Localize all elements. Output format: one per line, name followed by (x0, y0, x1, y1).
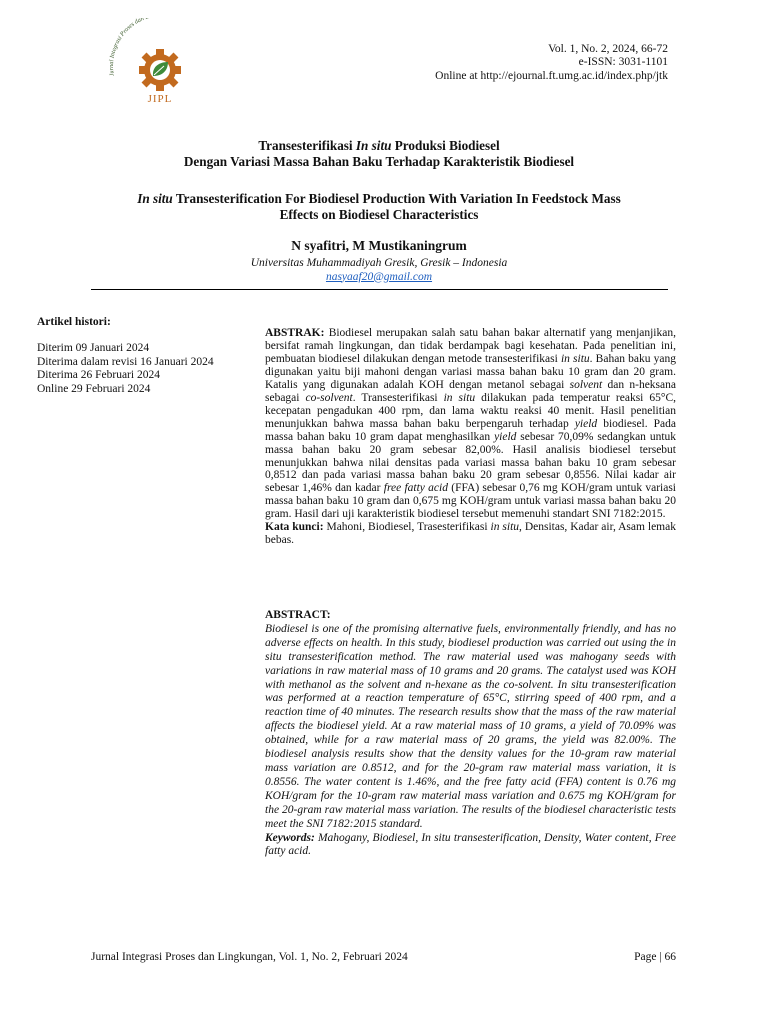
logo-abbr: JIPL (147, 93, 173, 105)
footer-journal: Jurnal Integrasi Proses dan Lingkungan, Vol. 1, No. 2, Februari 2024 (91, 951, 408, 963)
volume-line: Vol. 1, No. 2, 2024, 66-72 (548, 43, 668, 55)
abstract-section (265, 609, 676, 859)
online-line: Online at http://ejournal.ft.umg.ac.id/index.php/jtk (435, 69, 668, 82)
journal-logo (100, 18, 224, 106)
logo-arc-text: Jurnal Integrasi Proses dan (107, 18, 145, 77)
journal-info (435, 43, 668, 83)
history-item: Online 29 Februari 2024 (37, 382, 151, 395)
affiliation-block (90, 257, 668, 284)
abstrak-paragraph: ABSTRAK: Biodiesel merupakan salah satu bahan bakar alternatif yang menjanjikan, bersifat ramah lingkungan, dan tidak berdampak bagi kesehatan. Pada penelitian ini, pembuatan biodiesel dilakukan dengan metode transesterifikasi in situ. Bahan baku yang digunakan yaitu biji mahoni dengan variasi massa bahan baku 10 gram dan 20 gram. Katalis yang digunakan adalah KOH dengan metanol sebagai solvent dan n-heksana sebagai co-solvent. Transesterifikasi in situ dilakukan pada temperatur reaksi 65°C, kecepatan pengadukan 400 rpm, dan lama waktu reaksi 40 menit. Hasil penelitian menunjukkan bahwa massa bahan baku berpengaruh terhadap yield biodiesel. Pada massa bahan baku 10 gram dapat menghasilkan yield sebesar 70,09% sedangkan untuk massa bahan baku 20 gram sebesar 82,00%. Hasil analisis biodiesel tersebut menunjukkan bahwa nilai densitas pada variasi massa bahan baku 10 gram sebesar 0,8512 dan pada variasi massa bahan baku 20 gram sebesar 0,8556. Nilai kadar air sebesar 1,46% dan kadar free fatty acid (FFA) sebesar 0,76 mg KOH/gram untuk variasi massa bahan baku 10 gram dan 0,675 mg KOH/gram untuk variasi massa bahan baku 20 gram. Hasil dari uji karakteristik biodiesel tersebut memenuhi standart SNI 7182:2015. (265, 327, 677, 521)
history-item: Diterim 09 Januari 2024 (37, 342, 150, 355)
kata-kunci: Kata kunci: Mahoni, Biodiesel, Trasesterifikasi in situ, Densitas, Kadar air, Asam lemak bebas. (265, 521, 676, 547)
title-english: In situ Transesterification For Biodiesel Production With Variation In Feedstock Mass Effects on Biodiesel Characteristics (137, 191, 621, 222)
history-item: Diterima 26 Februari 2024 (37, 369, 160, 382)
keywords: Keywords: Mahogany, Biodiesel, In situ transesterification, Density, Water content, Free fatty acid. (265, 831, 676, 858)
header-divider (91, 289, 668, 290)
history-title: Artikel histori: (37, 316, 111, 328)
abstract-heading: ABSTRACT: (265, 609, 331, 621)
article-history (37, 316, 252, 396)
footer-page-number: Page | 66 (634, 951, 676, 963)
author-email-link[interactable]: nasyaaf20@gmail.com (325, 270, 433, 283)
title-indonesian: Transesterifikasi In situ Produksi Biodiesel Dengan Variasi Massa Bahan Baku Terhadap Karakteristik Biodiesel (183, 138, 575, 169)
history-item: Diterima dalam revisi 16 Januari 2024 (37, 355, 214, 368)
issn-line: e-ISSN: 3031-1101 (578, 56, 668, 69)
affiliation: Universitas Muhammadiyah Gresik, Gresik – Indonesia (250, 257, 508, 269)
authors: N syafitri, M Mustikaningrum (291, 238, 467, 253)
abstract-paragraph: Biodiesel is one of the promising alternative fuels, environmentally friendly, and has no adverse effects on health. In this study, biodiesel production was carried out using the in situ transesterification method. The raw material used was mahogany seeds with variations in raw material mass of 10 grams and 20 grams. The catalyst used was KOH with methanol as the solvent and n-hexane as the co-solvent. In situ transesterification was performed at a reaction temperature of 65°C, stirring speed of 400 rpm, and a reaction time of 40 minutes. The research results show that the mass of the raw material affects the biodiesel yield. At a raw material mass of 10 grams, a yield of 70.09% was obtained, while for a raw material mass of 20 grams, the yield was 82.00%. The biodiesel analysis results show that the density values for the 10-gram raw material mass variation are 0.8512, and for the 20-gram raw material mass variation, it is 0.8556. The water content is 1.46%, and the free fatty acid (FFA) content is 0.76 mg KOH/gram for the 10-gram raw material mass variation and 0.675 mg KOH/gram for the 20-gram raw material mass variation. The results of the biodiesel characteristic tests meet the SNI 7182:2015 standard. (265, 622, 676, 830)
abstrak-section (265, 327, 676, 547)
